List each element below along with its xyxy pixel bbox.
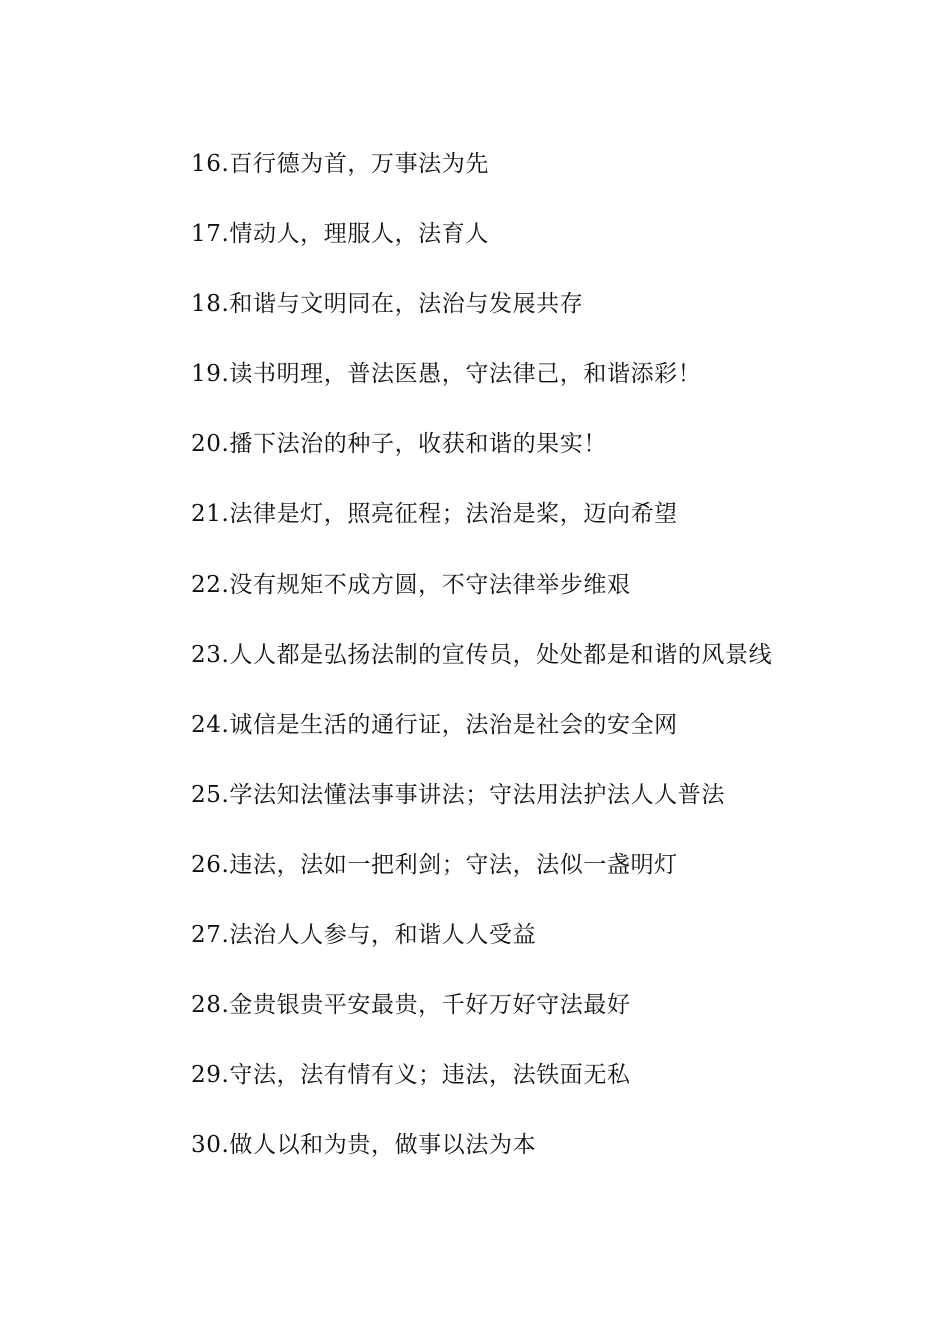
slogan-item-19: 19.读书明理，普法医愚，守法律己，和谐添彩！ [191, 361, 702, 388]
slogan-item-30: 30.做人以和为贵，做事以法为本 [191, 1132, 537, 1159]
slogan-item-17: 17.情动人，理服人，法育人 [191, 221, 489, 248]
slogan-item-27: 27.法治人人参与，和谐人人受益 [191, 922, 537, 949]
slogan-item-23: 23.人人都是弘扬法制的宣传员，处处都是和谐的风景线 [191, 641, 773, 668]
slogan-item-29: 29.守法，法有情有义；违法，法铁面无私 [191, 1062, 631, 1089]
slogan-item-16: 16.百行德为首，万事法为先 [191, 151, 489, 177]
slogan-item-26: 26.违法，法如一把利剑；守法，法似一盏明灯 [191, 851, 678, 878]
slogan-item-20: 20.播下法治的种子，收获和谐的果实！ [191, 431, 607, 458]
slogan-item-21: 21.法律是灯，照亮征程；法治是桨，迈向希望 [191, 501, 678, 528]
slogan-item-24: 24.诚信是生活的通行证，法治是社会的安全网 [191, 711, 678, 738]
slogan-item-18: 18.和谐与文明同在，法治与发展共存 [191, 291, 584, 318]
slogan-item-22: 22.没有规矩不成方圆，不守法律举步维艰 [191, 571, 631, 598]
slogan-item-25: 25.学法知法懂法事事讲法；守法用法护法人人普法 [191, 781, 725, 808]
slogan-item-28: 28.金贵银贵平安最贵，千好万好守法最好 [191, 992, 631, 1019]
slogan-list [191, 146, 891, 1197]
